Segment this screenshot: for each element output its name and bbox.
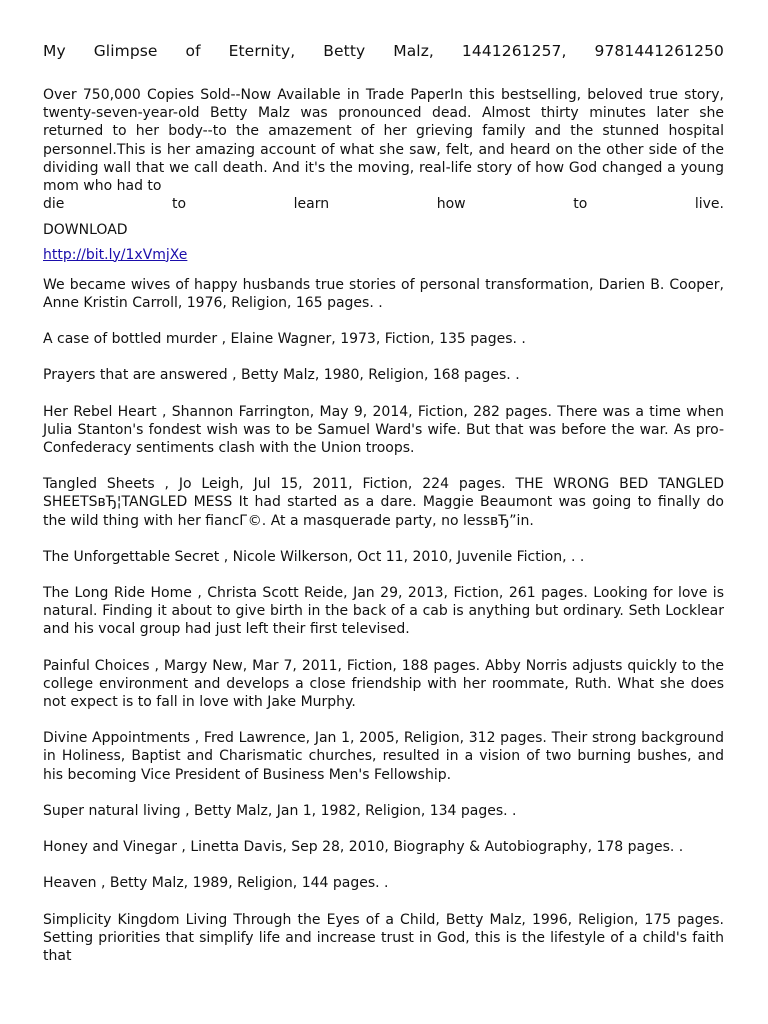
related-book-entry: Simplicity Kingdom Living Through the Eyes of a Child, Betty Malz, 1996, Religion, 175 pages. Setting priorities that simplify life and increase trust in God, this is the lifestyle of a child's faith that — [43, 911, 724, 964]
related-book-entry: Tangled Sheets , Jo Leigh, Jul 15, 2011, Fiction, 224 pages. THE WRONG BED TANGLED SHEETSвЂ¦TANGLED MESS It had started as a dare. Maggie Beaumont was going to finally do the wild thing with her fiancГ©. At a masquerade party, no lessвЂ”in. — [43, 476, 724, 529]
book-description-last-line: die to learn how to live. — [43, 196, 724, 213]
related-book-entry: Her Rebel Heart , Shannon Farrington, May 9, 2014, Fiction, 282 pages. There was a time when Julia Stanton's fondest wish was to be Samuel Ward's wife. But that was before the war. As pro-Confederacy sentiments clash with the Union troops. — [43, 403, 724, 457]
book-description — [43, 86, 724, 213]
related-book-entry: Heaven , Betty Malz, 1989, Religion, 144 pages. . — [43, 875, 389, 892]
related-book-entry: Divine Appointments , Fred Lawrence, Jan 1, 2005, Religion, 312 pages. Their strong background in Holiness, Baptist and Charismatic churches, resulted in a vision of two burning bushes, and his becoming Vice President of Business Men's Fellowship. — [43, 730, 724, 783]
related-book-entry: Prayers that are answered , Betty Malz, 1980, Religion, 168 pages. . — [43, 367, 520, 384]
related-book-entry: We became wives of happy husbands true stories of personal transformation, Darien B. Cooper, Anne Kristin Carroll, 1976, Religion, 165 pages. . — [43, 276, 724, 312]
related-book-entry: A case of bottled murder , Elaine Wagner, 1973, Fiction, 135 pages. . — [43, 331, 526, 348]
related-book-entry: Painful Choices , Margy New, Mar 7, 2011, Fiction, 188 pages. Abby Norris adjusts quickly to the college environment and develops a close friendship with her roommate, Ruth. What she does not expect is to fall in love with Jake Murphy. — [43, 657, 724, 711]
related-book-entry: Super natural living , Betty Malz, Jan 1, 1982, Religion, 134 pages. . — [43, 802, 517, 819]
related-book-entry: Honey and Vinegar , Linetta Davis, Sep 28, 2010, Biography & Autobiography, 178 pages. . — [43, 839, 684, 856]
related-book-entry: The Unforgettable Secret , Nicole Wilkerson, Oct 11, 2010, Juvenile Fiction, . . — [43, 548, 585, 565]
download-link[interactable]: http://bit.ly/1xVmjXe — [43, 246, 188, 263]
document-title: My Glimpse of Eternity, Betty Malz, 1441261257, 9781441261250 — [43, 42, 724, 60]
book-description-text: Over 750,000 Copies Sold--Now Available in Trade PaperIn this bestselling, beloved true story, twenty-seven-year-old Betty Malz was pronounced dead. Almost thirty minutes later she returned to her body--to the amazement of her grieving family and the stunned hospital personnel.This is her amazing account of what she saw, felt, and heard on the other side of the dividing wall that we call death. And it's the moving, real-life story of how God changed a young mom who had to — [43, 87, 724, 195]
related-book-entry: The Long Ride Home , Christa Scott Reide, Jan 29, 2013, Fiction, 261 pages. Looking for love is natural. Finding it about to give birth in the back of a cab is anything but ordinary. Seth Locklear and his vocal group had just left their first televised. — [43, 585, 724, 638]
download-label: DOWNLOAD — [43, 222, 128, 239]
document-page — [43, 40, 724, 983]
